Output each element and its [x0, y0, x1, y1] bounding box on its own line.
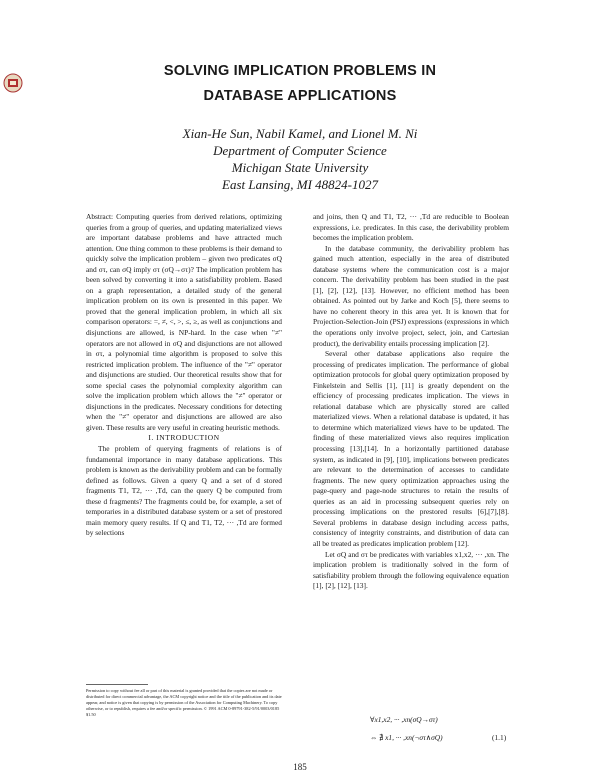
footnote-rule [86, 684, 148, 685]
introduction-paragraph: The problem of querying fragments of relations is of fundamental importance in many database applications. This problem is known as the derivability problem and can be formally defined as follows. Given a query Q and a set of d stored fragments T1, T2, ··· ,Td, can the query Q be computed from these d fragments? The fragments could be, for example, a set of temporaries in a distributed database system or a set of prestored main memory query results. If Q and T1, T2, ··· ,Td are formed by selections [86, 444, 282, 538]
body-paragraph: Let σQ and στ be predicates with variables x1,x2, ··· ,xn. The implication problem is traditionally solved in the form of satisfiability problem through the following equivalence equation [1], [2], [12], [13]. [313, 549, 509, 591]
body-paragraph: In the database community, the derivability problem has gained much attention, especially in the area of distributed database systems where the communication cost is a major concern. The derivability problem has been studied in the past [1], [2], [12], [13]. However, no efficient method has been obtained. As pointed out by Jarke and Koch [5], there seems to have no coherent theory in this area yet. It is known that for Projection-Selection-Join (PSJ) expressions (expressions in which the operations only involve project, select, join, and Cartesian product), the derivability entails processing implication [2]. [313, 243, 509, 348]
author-department: Department of Computer Science [213, 143, 387, 158]
equation-line-1: ∀x1,x2, ··· ,xn(σQ→στ) [370, 715, 438, 724]
publisher-logo-icon [2, 72, 24, 94]
page-number: 185 [293, 762, 307, 772]
author-location: East Lansing, MI 48824-1027 [222, 177, 378, 192]
paper-title-line-1: SOLVING IMPLICATION PROBLEMS IN [163, 63, 437, 79]
author-names: Xian-He Sun, Nabil Kamel, and Lionel M. Ni [182, 126, 418, 141]
equation-line-2: ⇔ ∄ x1, ··· ,xn(¬στ∧σQ) [370, 733, 443, 742]
body-paragraph: Several other database applications also require the processing of predicates implication. The performance of global optimization protocols for global query optimization proposed by Finkelstein and Sellis [1], [11] is greatly dependent on the efficiency of processing predicates implication. The views in relational database which are physically stored are called materialized views. When a relational database is updated, it has to determine which materialized views have to be updated. The finding of these materialized views also requires implication processing [13],[14]. In a horizontally partitioned database system, as indicated in [9], [10], implications between predicates are relevant to the determination of accesses to candidate fragments. The new query optimization approaches using the page-query and page-node structures to retain the results of queries as an aid in processing subsequent queries rely on processing implications on the prestored results [6],[7],[8]. Several problems in database design including access paths, consistency of integrity constraints, and distribution of data can all be treated as predicates implication problem [12]. [313, 349, 509, 548]
equation-number: (1.1) [492, 733, 507, 742]
paper-title-line-2: DATABASE APPLICATIONS [203, 88, 397, 104]
left-column [86, 212, 282, 539]
copyright-footnote: Permission to copy without fee all or part of this material is granted provided that the copies are not made or distributed for direct commercial advantage, the ACM copyright notice and the title of the publication and its date appear, and notice is given that copying is by permission of the Association for Computing Machinery. To copy otherwise, or to republish, requires a fee and/or specific permission. © 1991 ACM 0-89791-382-5/91/0003/0185 $1.50 [86, 688, 282, 717]
body-paragraph: and joins, then Q and T1, T2, ··· ,Td are reducible to Boolean expressions, i.e. predicates. In this case, the derivability problem becomes the implication problem. [313, 212, 509, 243]
author-university: Michigan State University [231, 160, 369, 175]
right-column [313, 212, 509, 592]
section-heading-introduction: I. INTRODUCTION [148, 433, 220, 443]
abstract-paragraph: Abstract: Computing queries from derived relations, optimizing queries from a group of queries, and updating materialized views are important database problems and have attracted much attention. One thing common to these problems is their demand to quickly solve the implication problem – given two predicates σQ and στ, can σQ imply στ (σQ→στ)? The implication problem has been solved by converting it into a satisfiability problem. Based on a graph representation, a detailed study of the general implication problem on its own is presented in this paper. We proved that the general implication problem, in which all six comparison operators: =, ≠, <, >, ≤, ≥, as well as conjunctions and disjunctions are allowed, is NP-hard. In the case when "≠" operators are not allowed in σQ and disjunctions are not allowed in στ, a polynomial time algorithm is proposed to solve this restricted implication problem. The influence of the "≠" operator and disjunctions are studied. Our theoretical results show that for some special cases the polynomial complexity algorithm can solve the implication problem which allows the "≠" operator or disjunctions in the predicates. Necessary conditions for detecting when the "≠" operator and disjunctions are allowed are also given. These results are very useful in creating heuristic methods. [86, 212, 282, 432]
